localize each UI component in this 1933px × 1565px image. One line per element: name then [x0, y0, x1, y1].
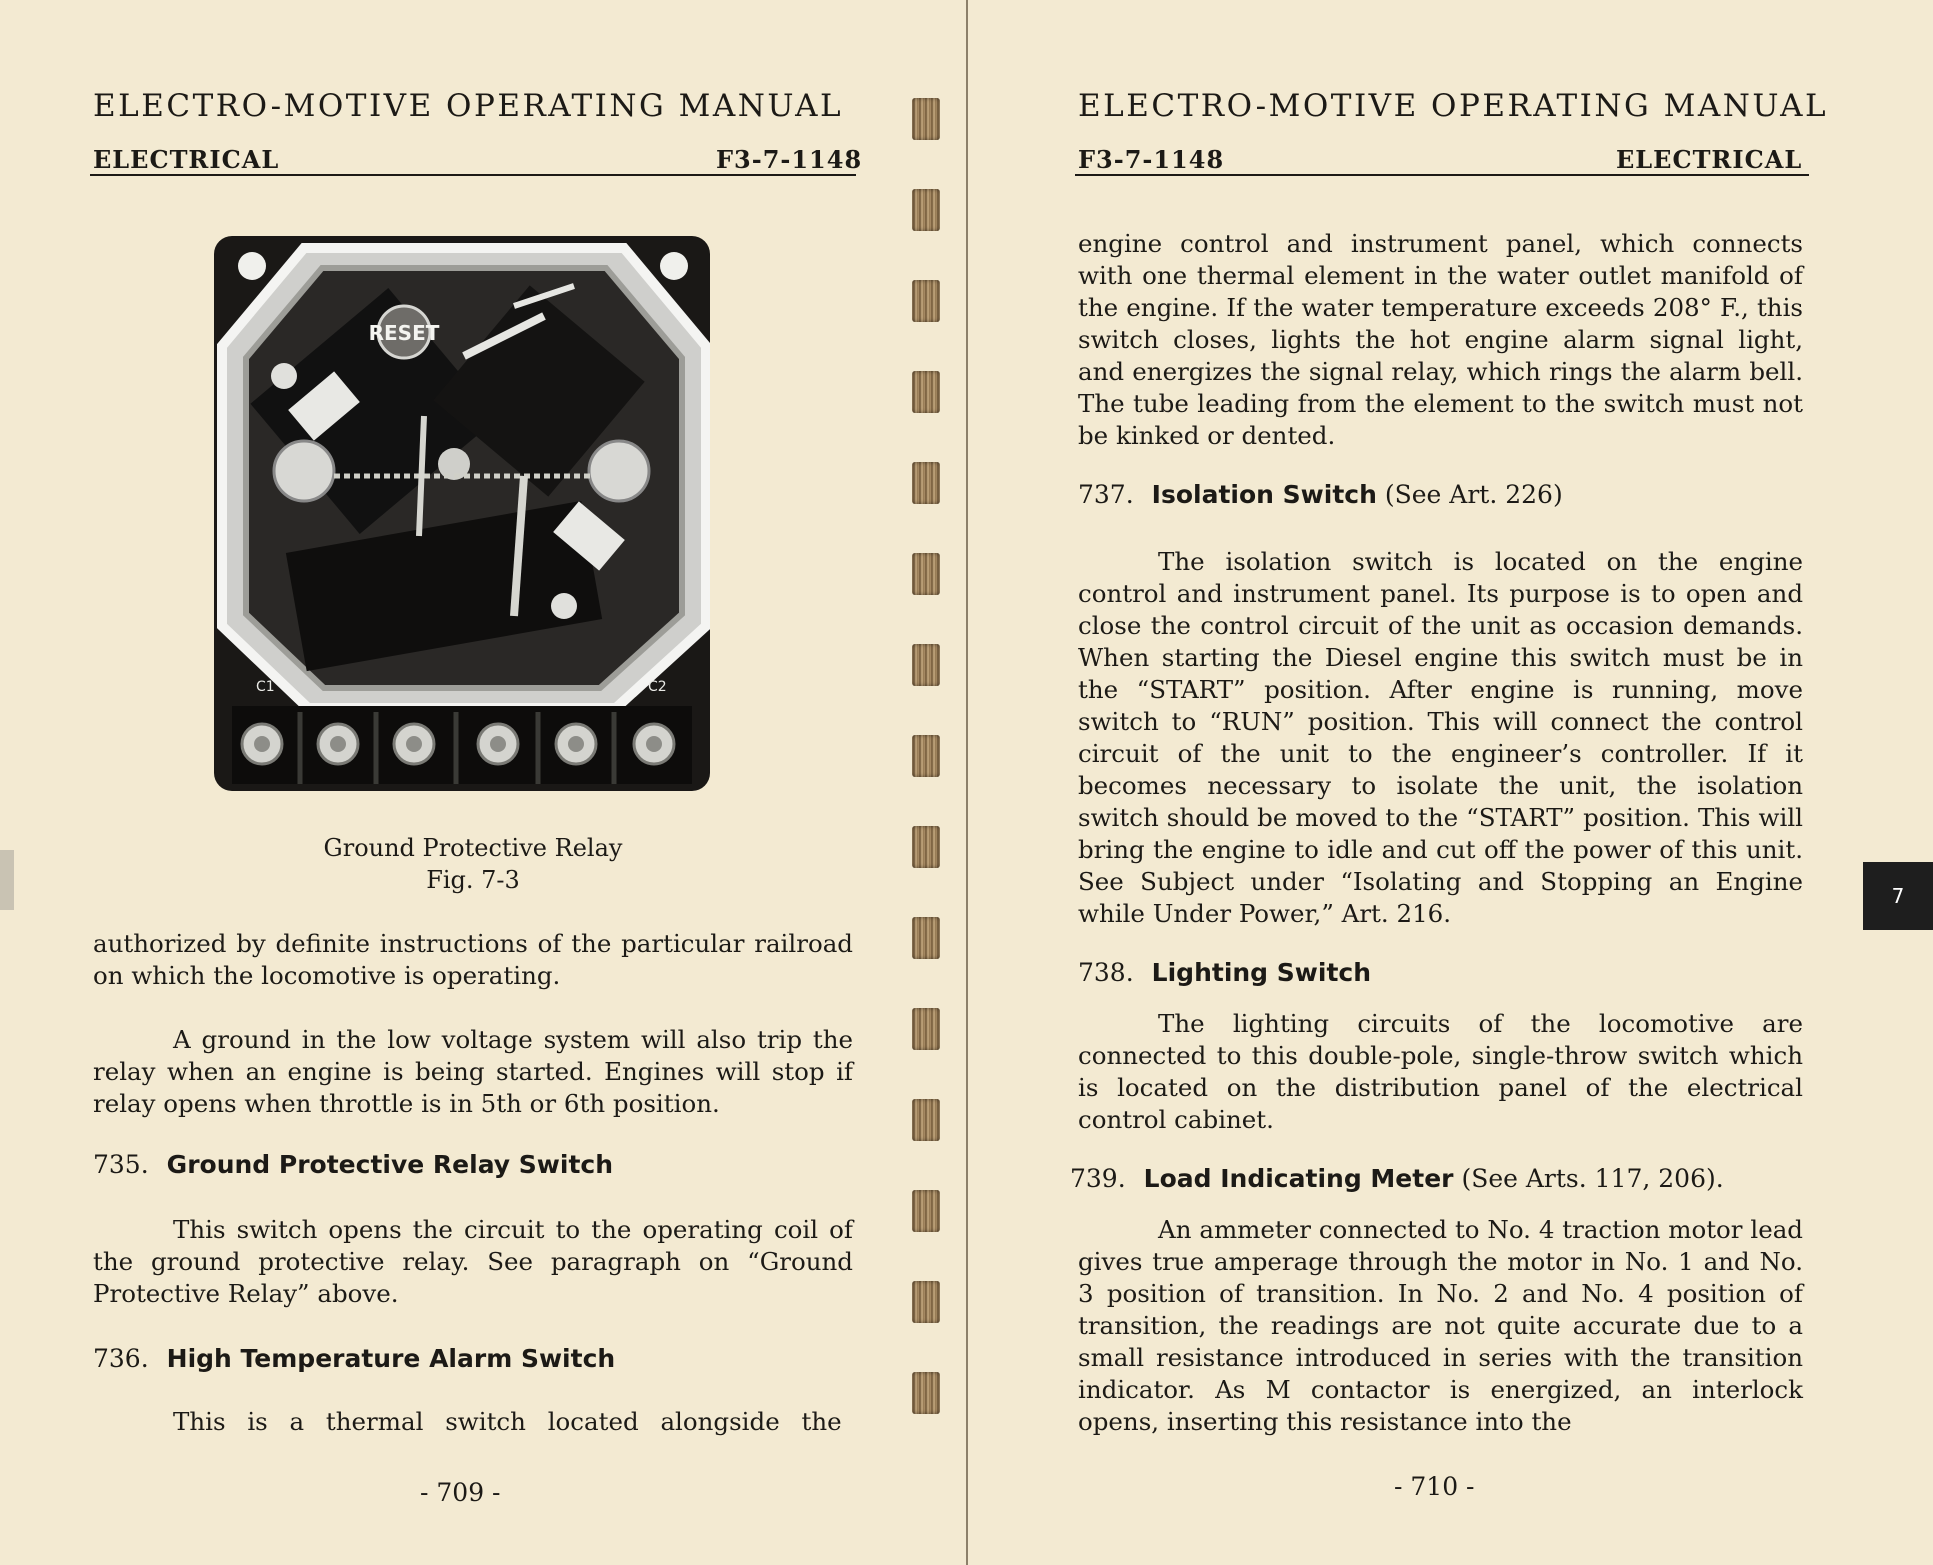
section-736-heading — [93, 1344, 615, 1373]
binding-hole — [912, 462, 940, 504]
terminal-c1-label: C1 — [256, 679, 275, 695]
paragraph-ground-trip — [93, 1024, 853, 1120]
binding-hole — [912, 1190, 940, 1232]
paragraph: authorized by definite instructions of the particular railroad on which the locomotive is operating. — [93, 929, 853, 990]
section-title: Isolation Switch — [1151, 480, 1377, 509]
binding-hole — [912, 826, 940, 868]
section-735-heading — [93, 1150, 613, 1179]
binding-hole — [912, 644, 940, 686]
section-number: 737. — [1078, 480, 1134, 509]
continuation-paragraph — [1078, 228, 1803, 452]
paragraph: The isolation switch is located on the engine control and instrument panel. Its purpose is to open and close the control circuit of the unit as occasion demands. When starting the Diesel engine this switch must be in the “START” position. After engine is running, move switch to “RUN” position. This will connect the control circuit of the unit to the engineer’s controller. If it becomes necessary to isolate the unit, the isolation switch should be moved to the “START” position. This will bring the engine to idle and cut off the power of this unit. See Subject under “Isolating and Stopping an Engine while Under Power,” Art. 216. — [1078, 547, 1803, 928]
section-737-heading — [1078, 480, 1563, 509]
section-reference: (See Arts. 117, 206). — [1461, 1164, 1724, 1193]
paragraph: The lighting circuits of the locomotive are connected to this double-pole, single-throw switch which is located on the distribution panel of the electrical control cabinet. — [1078, 1009, 1803, 1134]
paragraph: engine control and instrument panel, which connects with one thermal element in the water outlet manifold of the engine. If the water temperature exceeds 208° F., this switch closes, lights the hot engine alarm signal light, and energizes the signal relay, which rings the alarm bell. The tube leading from the element to the switch must not be kinked or dented. — [1078, 229, 1803, 450]
binding-hole — [912, 98, 940, 140]
binding-hole — [912, 1099, 940, 1141]
binding-hole — [912, 917, 940, 959]
header-rule-left — [90, 174, 856, 176]
section-title: Load Indicating Meter — [1143, 1164, 1454, 1193]
doc-code-right: F3-7-1148 — [1078, 145, 1225, 174]
page-number-right: - 710 - — [1394, 1472, 1475, 1501]
page-number-left: - 709 - — [420, 1478, 501, 1507]
paragraph: An ammeter connected to No. 4 traction motor lead gives true amperage through the motor in No. 1 and No. 3 position of transition. In No. 2 and No. 4 position of transition, the readings are not quite accurate due to a small resistance introduced in series with the transition indicator. As M contactor is energized, an interlock opens, inserting this resistance into the — [1078, 1215, 1803, 1436]
binding-hole — [912, 1281, 940, 1323]
section-738-body — [1078, 1008, 1803, 1136]
right-page — [968, 0, 1933, 1565]
section-reference: (See Art. 226) — [1384, 480, 1563, 509]
binding-hole — [912, 280, 940, 322]
figure-caption: Ground Protective Relay — [323, 834, 623, 862]
section-title: Lighting Switch — [1151, 958, 1372, 987]
binding-hole — [912, 189, 940, 231]
figure-number: Fig. 7-3 — [426, 866, 520, 894]
paragraph-continuation — [93, 928, 853, 992]
section-739-body — [1078, 1214, 1803, 1438]
mount-hole-top-left — [238, 252, 266, 280]
binding-hole — [912, 371, 940, 413]
paragraph: A ground in the low voltage system will also trip the relay when an engine is being started. Engines will stop if relay opens when throttle is in 5th or 6th position. — [93, 1025, 853, 1118]
section-number: 739. — [1070, 1164, 1126, 1193]
doc-code-left: F3-7-1148 — [716, 145, 863, 174]
section-number: 736. — [93, 1344, 149, 1373]
section-title: High Temperature Alarm Switch — [166, 1344, 616, 1373]
section-title: Ground Protective Relay Switch — [166, 1150, 614, 1179]
section-number: 735. — [93, 1150, 149, 1179]
section-label-right: ELECTRICAL — [1616, 145, 1803, 174]
section-739-heading — [1070, 1164, 1724, 1193]
reset-label: RESET — [368, 321, 440, 345]
section-735-body — [93, 1214, 853, 1310]
section-737-body — [1078, 546, 1803, 930]
paragraph: This switch opens the circuit to the operating coil of the ground protective relay. See paragraph on “Ground Protective Relay” above. — [93, 1215, 853, 1308]
section-number: 738. — [1078, 958, 1134, 987]
terminal-c2-label: C2 — [648, 679, 667, 695]
section-738-heading — [1078, 958, 1371, 987]
binding-hole — [912, 553, 940, 595]
section-label-left: ELECTRICAL — [93, 145, 280, 174]
page-edge-strip — [0, 850, 14, 910]
section-736-body — [93, 1406, 853, 1438]
running-head-left: ELECTRO-MOTIVE OPERATING MANUAL — [93, 88, 844, 124]
header-rule-right — [1075, 174, 1809, 176]
paragraph: This is a thermal switch located alongside the — [173, 1407, 842, 1436]
chapter-thumb-tab[interactable]: 7 — [1863, 862, 1933, 930]
running-head-right: ELECTRO-MOTIVE OPERATING MANUAL — [1078, 88, 1829, 124]
binding-hole — [912, 735, 940, 777]
binding-hole — [912, 1008, 940, 1050]
binding-hole — [912, 1372, 940, 1414]
mount-hole-top-right — [660, 252, 688, 280]
relay-figure — [214, 236, 710, 791]
